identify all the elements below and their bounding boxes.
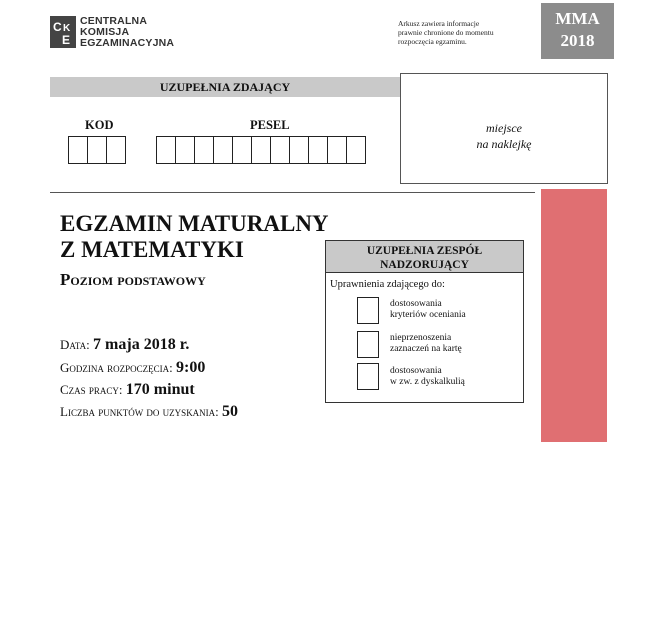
duration: Czas pracy: 170 minut: [60, 381, 195, 398]
student-section-header: UZUPEŁNIA ZDAJĄCY: [50, 77, 400, 97]
side-bar-text: NOW: [505, 534, 550, 636]
pesel-digit-box[interactable]: [289, 136, 309, 164]
svg-text:C: C: [53, 20, 62, 34]
logo-text: [80, 16, 174, 49]
pesel-digit-box[interactable]: [270, 136, 290, 164]
pesel-digit-box[interactable]: [194, 136, 214, 164]
pesel-digit-box[interactable]: [232, 136, 252, 164]
entitlements-intro: Uprawnienia zdającego do:: [330, 279, 445, 290]
divider: [50, 192, 535, 193]
kod-digit-box[interactable]: [68, 136, 88, 164]
pesel-digit-box[interactable]: [251, 136, 271, 164]
confidential-notice: Arkusz zawiera informacje prawnie chronione do momentu rozpoczęcia egzaminu.: [398, 19, 494, 46]
pesel-digit-box[interactable]: [213, 136, 233, 164]
side-color-bar: [505, 189, 607, 636]
svg-text:K: K: [63, 23, 71, 34]
option-dyscalculia: dostosowania w zw. z dyskalkulią: [390, 366, 465, 387]
exam-level: Poziom podstawowy: [60, 270, 206, 289]
option-adjusted-criteria: dostosowania kryteriów oceniania: [390, 299, 466, 320]
max-points: Liczba punktów do uzyskania: 50: [60, 403, 239, 420]
svg-text:E: E: [62, 33, 71, 47]
checkbox-adjusted-criteria[interactable]: [357, 297, 379, 324]
checkbox-no-transfer[interactable]: [357, 331, 379, 358]
supervisors-section-header: UZUPEŁNIA ZESPÓŁ NADZORUJĄCY: [325, 240, 524, 273]
pesel-digit-box[interactable]: [327, 136, 347, 164]
checkbox-dyscalculia[interactable]: [357, 363, 379, 390]
pesel-digit-box[interactable]: [156, 136, 176, 164]
pesel-input-boxes[interactable]: [156, 136, 365, 164]
kod-digit-box[interactable]: [87, 136, 107, 164]
exam-title: EGZAMIN MATURALNY Z MATEMATYKI: [60, 211, 329, 262]
exam-date: Data: 7 maja 2018 r.: [60, 336, 190, 353]
option-no-transfer: nieprzenoszenia zaznaczeń na kartę: [390, 333, 462, 354]
start-time: Godzina rozpoczęcia: 9:00: [60, 359, 206, 376]
kod-input-boxes[interactable]: [68, 136, 125, 164]
cke-logo-icon: [50, 16, 76, 48]
logo-line: KOMISJA: [80, 26, 130, 38]
pesel-digit-box[interactable]: [346, 136, 366, 164]
sticker-area: miejsce na naklejkę: [400, 73, 608, 184]
logo-line: CENTRALNA: [80, 15, 148, 27]
kod-label: KOD: [85, 118, 114, 132]
pesel-label: PESEL: [250, 118, 290, 132]
logo-line: EGZAMINACYJNA: [80, 37, 175, 49]
kod-digit-box[interactable]: [106, 136, 126, 164]
pesel-digit-box[interactable]: [175, 136, 195, 164]
pesel-digit-box[interactable]: [308, 136, 328, 164]
exam-code-badge: MMA 2018: [541, 3, 614, 59]
